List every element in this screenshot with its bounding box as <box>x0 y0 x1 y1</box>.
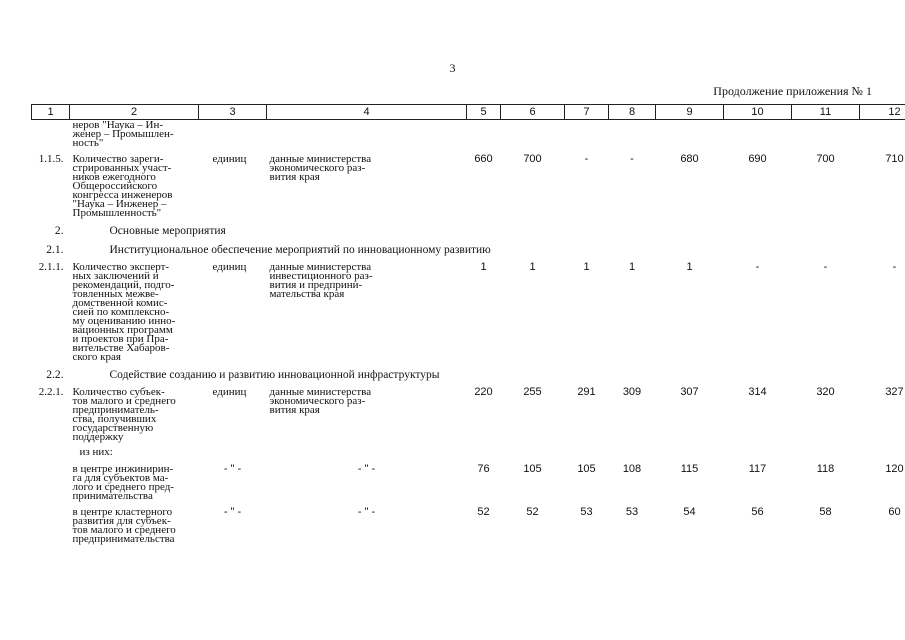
value-cell: 56 <box>751 506 764 518</box>
table-row <box>32 504 905 547</box>
indicator-code: 2.2.1. <box>38 386 64 398</box>
source-cell: - " - <box>357 463 376 475</box>
value-cell: 52 <box>477 506 490 518</box>
table-row <box>32 259 905 365</box>
value-cell: 327 <box>885 386 904 398</box>
value-cell: 1 <box>583 261 590 273</box>
value-cell: 255 <box>523 386 542 398</box>
value-cell: 1 <box>480 261 487 273</box>
header-cell: 11 <box>792 105 860 120</box>
value-cell: 117 <box>748 463 767 475</box>
value-cell: 700 <box>523 153 542 165</box>
value-cell: 52 <box>526 506 539 518</box>
indicator-code <box>32 504 70 547</box>
section-title: Содействие созданию и развитию инновационной инфраструктуры <box>109 369 440 381</box>
table-row <box>32 151 905 221</box>
value-cell: 291 <box>577 386 596 398</box>
value-cell: 1 <box>628 261 636 273</box>
source-cell: - " - <box>357 506 376 518</box>
indicator-code: 1.1.5. <box>38 153 64 165</box>
value-cell: 53 <box>580 506 593 518</box>
value-cell: 320 <box>816 386 835 398</box>
header-cell: 4 <box>267 105 467 120</box>
table-row <box>32 384 905 445</box>
table-row <box>32 120 905 152</box>
indicator-code <box>32 120 70 152</box>
value-cell: 105 <box>577 463 596 475</box>
value-cell: 60 <box>888 506 901 518</box>
value-cell: 120 <box>885 463 904 475</box>
indicator-name: Количество субъек- тов малого и среднего предприниматель- ства, получивших государственную поддержку <box>72 386 176 443</box>
value-cell: 76 <box>477 463 490 475</box>
section-row <box>32 240 905 259</box>
value-cell: 220 <box>474 386 493 398</box>
header-cell: 7 <box>565 105 609 120</box>
value-cell <box>724 120 792 152</box>
header-cell: 3 <box>199 105 267 120</box>
subgroup-label: из них: <box>79 446 113 458</box>
indicator-code <box>32 461 70 504</box>
value-cell: 105 <box>523 463 542 475</box>
unit-cell: единиц <box>212 261 247 273</box>
page-number: 3 <box>449 61 456 75</box>
section-title: Институциональное обеспечение мероприятий по инновационному развитию <box>109 244 491 256</box>
source-cell: данные министерства инвестиционного раз- вития и предприни- мательства края <box>269 261 373 300</box>
header-cell: 9 <box>656 105 724 120</box>
value-cell: - <box>755 261 760 273</box>
table-row <box>32 461 905 504</box>
value-cell: 115 <box>680 463 699 475</box>
indicator-name: в центре инжинирин- га для субъектов ма- лого и среднего пред- принимательства <box>72 463 174 502</box>
value-cell: - <box>823 261 828 273</box>
value-cell <box>860 120 905 152</box>
value-cell <box>609 120 656 152</box>
section-row <box>32 365 905 384</box>
value-cell: 118 <box>816 463 835 475</box>
section-title: Основные мероприятия <box>109 225 226 237</box>
value-cell: 710 <box>885 153 904 165</box>
section-code: 2.2. <box>46 369 64 381</box>
header-cell: 6 <box>501 105 565 120</box>
source-cell: данные министерства экономического раз- вития края <box>269 153 372 183</box>
unit-cell: единиц <box>212 386 247 398</box>
indicator-name: Количество зареги- стрированных участ- ников ежегодного Общероссийского конгресса инженеров "Наука – Инженер – Промышленность" <box>72 153 173 219</box>
indicator-name: Количество эксперт- ных заключений и рекомендаций, подго- товленных межве- домственной комис- сией по комплексно- му оцениванию инно- вационных программ и проектов при Пра- вительстве Хабаров- ского края <box>72 261 176 363</box>
unit-cell: единиц <box>212 153 247 165</box>
value-cell: 58 <box>819 506 832 518</box>
value-cell: 690 <box>748 153 767 165</box>
header-cell: 10 <box>724 105 792 120</box>
value-cell: 700 <box>816 153 835 165</box>
unit-cell <box>199 120 267 152</box>
subgroup-row <box>32 445 905 461</box>
indicator-code: 2.1.1. <box>38 261 64 273</box>
source-cell <box>267 120 467 152</box>
value-cell <box>656 120 724 152</box>
header-cell: 12 <box>860 105 905 120</box>
value-cell <box>501 120 565 152</box>
value-cell <box>792 120 860 152</box>
value-cell: - <box>892 261 897 273</box>
value-cell: 54 <box>683 506 696 518</box>
section-code: 2. <box>54 225 64 237</box>
value-cell: - <box>584 153 589 165</box>
value-cell: 680 <box>680 153 699 165</box>
value-cell: 53 <box>625 506 639 518</box>
value-cell: - <box>630 153 634 165</box>
value-cell <box>565 120 609 152</box>
section-row <box>32 221 905 240</box>
unit-cell: - " - <box>223 506 242 518</box>
header-cell: 5 <box>467 105 501 120</box>
indicator-name: в центре кластерного развития для субъек- тов малого и среднего предпринимательства <box>72 506 176 545</box>
value-cell: 1 <box>529 261 536 273</box>
indicator-name: неров "Наука – Ин- женер – Промышлен- ность" <box>72 119 174 149</box>
value-cell: 660 <box>474 153 493 165</box>
indicator-table <box>31 104 905 547</box>
value-cell: 1 <box>686 261 693 273</box>
header-cell: 8 <box>609 105 656 120</box>
continuation-caption: Продолжение приложения № 1 <box>713 84 872 98</box>
source-cell: данные министерства экономического раз- вития края <box>269 386 372 416</box>
value-cell <box>467 120 501 152</box>
value-cell: 108 <box>622 463 642 475</box>
value-cell: 309 <box>622 386 642 398</box>
unit-cell: - " - <box>223 463 242 475</box>
value-cell: 307 <box>680 386 699 398</box>
value-cell: 314 <box>748 386 767 398</box>
header-cell: 2 <box>70 105 199 120</box>
header-row <box>32 105 905 120</box>
section-code: 2.1. <box>46 244 64 256</box>
header-cell: 1 <box>32 105 70 120</box>
